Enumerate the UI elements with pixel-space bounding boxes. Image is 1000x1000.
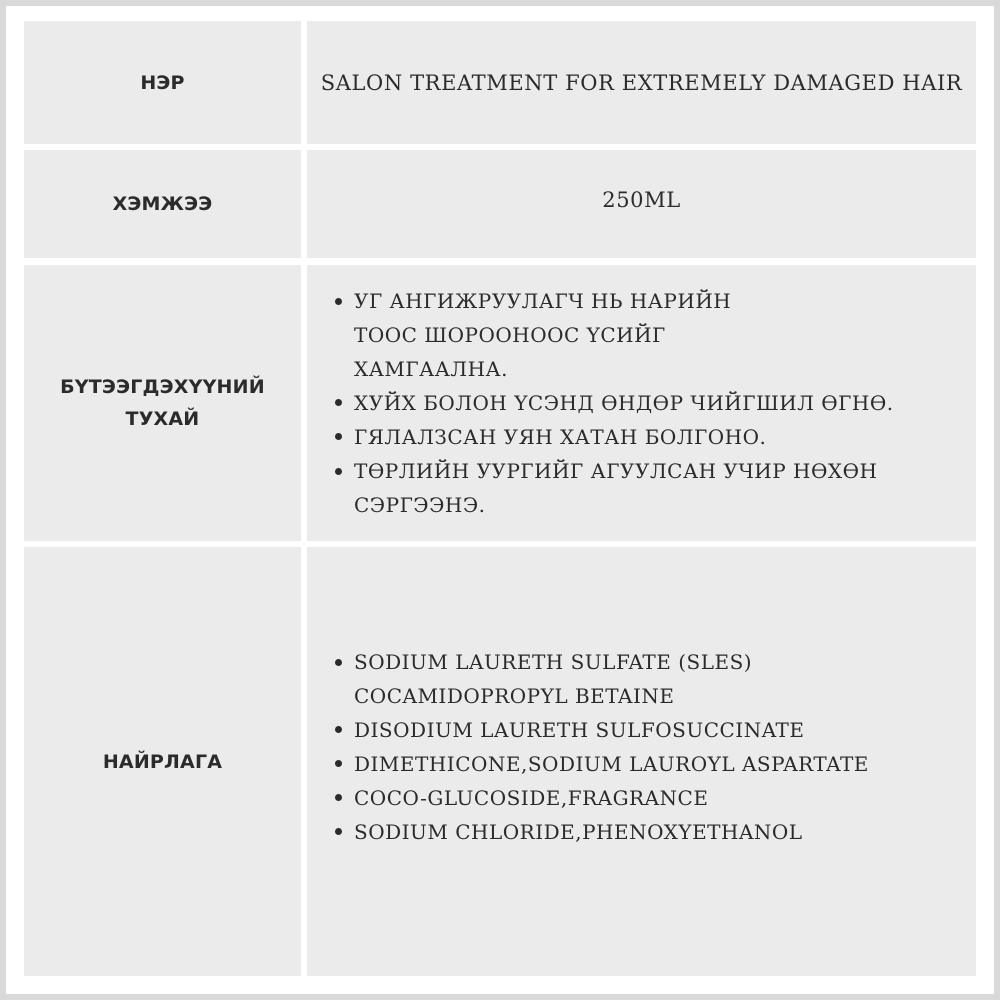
name-label: НЭР	[140, 71, 185, 94]
size-label: ХЭМЖЭЭ	[112, 193, 213, 215]
list-item: DISODIUM LAURETH SULFOSUCCINATE	[307, 713, 927, 747]
list-item: УГ АНГИЖРУУЛАГЧ НЬ НАРИЙН ТООС ШОРООНООС ҮСИЙГ ХАМГААЛНА.	[307, 284, 794, 386]
ingredients-label-cell	[24, 547, 301, 976]
list-item: COCO-GLUCOSIDE,FRAGRANCE	[307, 781, 927, 815]
list-item: ГЯЛАЛЗСАН УЯН ХАТАН БОЛГОНО.	[307, 420, 907, 454]
size-value: 250ML	[602, 188, 681, 212]
ingredients-list-cell	[307, 547, 976, 976]
about-label-cell	[24, 265, 301, 541]
name-value: SALON TREATMENT FOR EXTREMELY DAMAGED HAIR	[320, 70, 963, 95]
about-label	[60, 371, 265, 435]
size-label-cell	[24, 150, 301, 258]
ingredients-list	[307, 645, 927, 849]
list-item: ТӨРЛИЙН УУРГИЙГ АГУУЛСАН УЧИР НӨХӨН СЭРГЭЭНЭ.	[307, 454, 894, 522]
list-item: SODIUM CHLORIDE,PHENOXYETHANOL	[307, 815, 927, 849]
list-item: SODIUM LAURETH SULFATE (SLES) COCAMIDOPROPYL BETAINE	[307, 645, 754, 713]
list-item: DIMETHICONE,SODIUM LAUROYL ASPARTATE	[307, 747, 927, 781]
about-label-line1: БҮТЭЭГДЭХҮҮНИЙ	[60, 376, 265, 398]
about-list	[307, 284, 907, 522]
name-label-cell	[24, 21, 301, 144]
about-list-cell	[307, 265, 976, 541]
ingredients-label: НАЙРЛАГА	[102, 750, 223, 773]
name-value-cell	[307, 21, 976, 144]
list-item: ХУЙХ БОЛОН ҮСЭНД ӨНДӨР ЧИЙГШИЛ ӨГНӨ.	[307, 386, 907, 420]
size-value-cell	[307, 150, 976, 258]
about-label-line2: ТУХАЙ	[125, 408, 200, 430]
